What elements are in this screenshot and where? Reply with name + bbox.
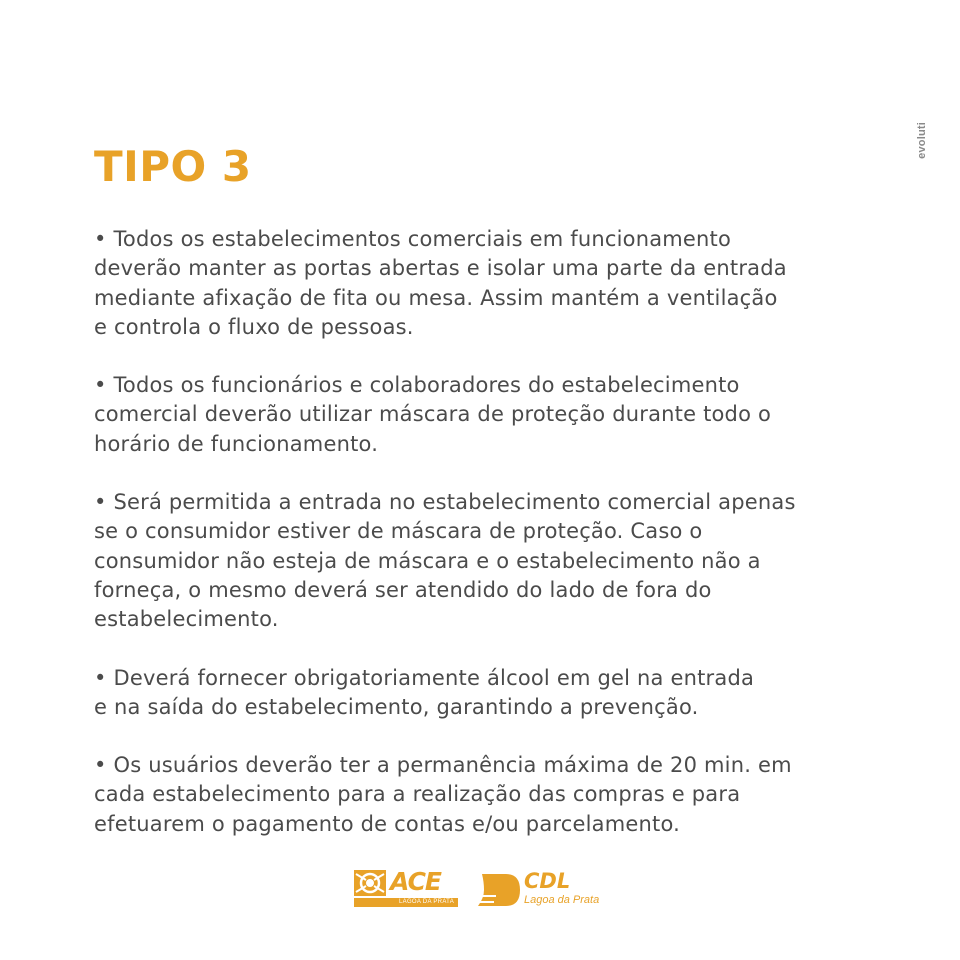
- paragraph-customer-masks: [94, 488, 874, 634]
- paragraph-alcohol-gel: [94, 664, 874, 723]
- paragraph-line: • Todos os estabelecimentos comerciais em funcionamento: [94, 227, 732, 251]
- paragraph-line: horário de funcionamento.: [94, 431, 379, 456]
- paragraph-line: forneça, o mesmo deverá ser atendido do lado de fora do: [94, 577, 712, 602]
- cdl-logo-subtitle: Lagoa da Prata: [524, 894, 600, 906]
- paragraph-line: se o consumidor estiver de máscara de proteção. Caso o: [94, 519, 703, 544]
- paragraph-line: • Será permitida a entrada no estabelecimento comercial apenas: [94, 490, 796, 515]
- paragraph-line: cada estabelecimento para a realização das compras e para: [94, 782, 741, 807]
- paragraph-line: e na saída do estabelecimento, garantindo a prevenção.: [94, 694, 699, 719]
- paragraph-line: deverão manter as portas abertas e isolar uma parte da entrada: [94, 256, 787, 281]
- content-body: [94, 225, 874, 868]
- ace-logo: [352, 866, 462, 914]
- paragraph-line: comercial deverão utilizar máscara de proteção durante todo o: [94, 402, 772, 427]
- paragraph-line: • Deverá fornecer obrigatoriamente álcool em gel na entrada: [94, 665, 755, 690]
- paragraph-line: • Todos os funcionários e colaboradores do estabelecimento: [94, 373, 740, 398]
- paragraph-doors: [94, 225, 874, 342]
- paragraph-line: • Os usuários deverão ter a permanência máxima de 20 min. em: [94, 753, 792, 778]
- paragraph-line: e controla o fluxo de pessoas.: [94, 314, 414, 339]
- paragraph-line: estabelecimento.: [94, 607, 279, 632]
- paragraph-time-limit: [94, 751, 874, 839]
- cdl-emblem-icon: [476, 872, 522, 908]
- paragraph-staff-masks: [94, 371, 874, 459]
- cdl-logo: [476, 866, 616, 914]
- ace-emblem-icon: [354, 870, 386, 896]
- cdl-logo-text: CDL: [524, 869, 571, 893]
- ace-logo-text: ACE: [390, 867, 442, 896]
- paragraph-line: efetuarem o pagamento de contas e/ou parcelamento.: [94, 811, 681, 836]
- footer-logos: [352, 866, 612, 914]
- paragraph-line: mediante afixação de fita ou mesa. Assim mantém a ventilação: [94, 285, 778, 310]
- ace-logo-subtitle: LAGOA DA PRATA: [354, 898, 458, 907]
- paragraph-line: consumidor não esteja de máscara e o estabelecimento não a: [94, 548, 761, 573]
- credit-label: evoluti: [916, 122, 928, 159]
- page-title: TIPO 3: [94, 142, 252, 191]
